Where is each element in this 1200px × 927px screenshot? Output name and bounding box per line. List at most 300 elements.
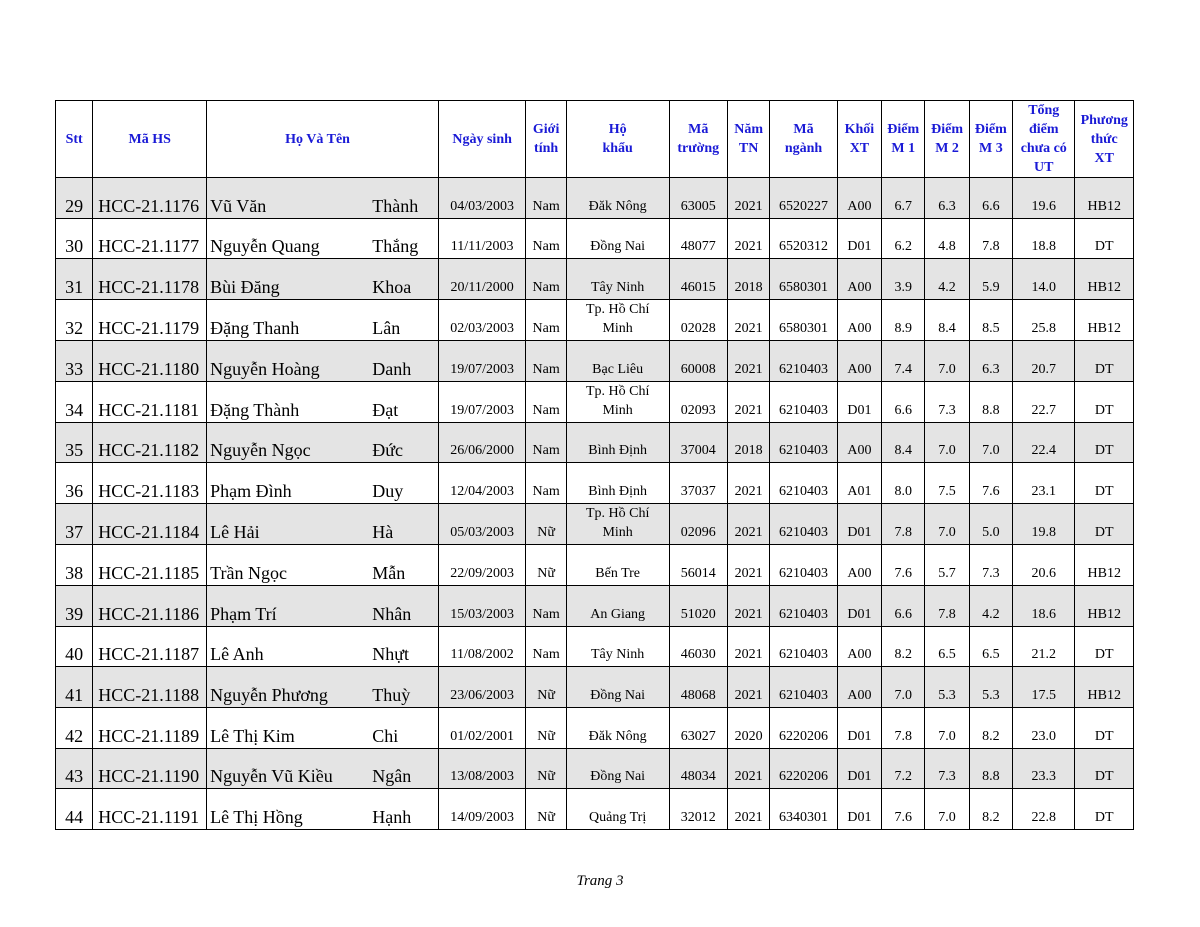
cell-ten: Thuỳ (372, 684, 411, 705)
cell-ho-khau-line1: Quảng Trị (589, 809, 647, 825)
cell-ho-ten (207, 300, 439, 341)
table-row (56, 789, 1134, 830)
cell-gioi-tinh: Nữ (526, 789, 566, 830)
cell-ma-truong: 51020 (669, 585, 727, 626)
cell-tong-diem: 21.2 (1013, 626, 1075, 667)
cell-ten: Ngân (372, 766, 412, 787)
cell-stt: 41 (56, 667, 93, 708)
student-table (55, 100, 1134, 830)
cell-diem-m1: 6.6 (882, 585, 925, 626)
cell-diem-m2: 6.5 (925, 626, 969, 667)
header-nam-tn: Năm TN (727, 101, 769, 178)
cell-diem-m3: 7.8 (969, 218, 1012, 259)
header-diem-m1: Điểm M 1 (882, 101, 925, 178)
cell-ho-khau-line1: Tp. Hồ Chí (585, 506, 650, 522)
cell-ma-truong: 48034 (669, 748, 727, 789)
cell-ho-khau (566, 504, 669, 545)
header-stt: Stt (56, 101, 93, 178)
cell-ho-khau (566, 259, 669, 300)
cell-diem-m1: 7.8 (882, 707, 925, 748)
cell-diem-m3: 8.2 (969, 789, 1012, 830)
cell-nam-tn: 2021 (727, 341, 769, 382)
cell-ho-khau-line1: Bến Tre (595, 565, 640, 581)
cell-nam-tn: 2021 (727, 463, 769, 504)
cell-gioi-tinh: Nữ (526, 707, 566, 748)
cell-diem-m2: 5.7 (925, 545, 969, 586)
cell-stt: 38 (56, 545, 93, 586)
cell-ho-ten (207, 789, 439, 830)
cell-ho: Đặng Thanh (210, 318, 300, 339)
cell-ho-khau-line1: Tp. Hồ Chí (585, 383, 650, 399)
header-row (56, 101, 1134, 178)
cell-khoi-xt: A00 (837, 178, 881, 219)
cell-ho-ten (207, 667, 439, 708)
cell-khoi-xt: A00 (837, 341, 881, 382)
cell-ho-khau-line1: Tây Ninh (591, 280, 645, 296)
cell-ho: Lê Thị Kim (210, 725, 295, 746)
cell-ho: Nguyễn Phương (210, 684, 328, 705)
cell-diem-m1: 7.2 (882, 748, 925, 789)
cell-stt: 31 (56, 259, 93, 300)
cell-ho-ten (207, 748, 439, 789)
cell-nam-tn: 2021 (727, 667, 769, 708)
cell-tong-diem: 18.8 (1013, 218, 1075, 259)
cell-phuong-thuc: DT (1075, 707, 1134, 748)
cell-ma-truong: 37037 (669, 463, 727, 504)
cell-nam-tn: 2021 (727, 789, 769, 830)
cell-ho-khau (566, 585, 669, 626)
cell-diem-m1: 7.6 (882, 545, 925, 586)
cell-diem-m3: 4.2 (969, 585, 1012, 626)
cell-ten: Chi (372, 725, 399, 746)
cell-tong-diem: 20.6 (1013, 545, 1075, 586)
cell-tong-diem: 23.3 (1013, 748, 1075, 789)
table-row (56, 381, 1134, 422)
cell-ma-hs: HCC-21.1176 (93, 178, 207, 219)
cell-stt: 32 (56, 300, 93, 341)
cell-ten: Danh (372, 358, 412, 379)
cell-diem-m3: 6.3 (969, 341, 1012, 382)
cell-ma-truong: 46015 (669, 259, 727, 300)
cell-nam-tn: 2021 (727, 585, 769, 626)
cell-khoi-xt: A00 (837, 545, 881, 586)
cell-gioi-tinh: Nam (526, 463, 566, 504)
cell-khoi-xt: D01 (837, 504, 881, 545)
cell-stt: 42 (56, 707, 93, 748)
cell-diem-m1: 8.2 (882, 626, 925, 667)
cell-diem-m3: 7.3 (969, 545, 1012, 586)
cell-diem-m1: 7.8 (882, 504, 925, 545)
cell-ho-khau-line1: Đồng Nai (590, 687, 646, 703)
cell-ho: Lê Hải (210, 522, 260, 543)
cell-ma-truong: 48077 (669, 218, 727, 259)
cell-ho-khau-line1: Đăk Nông (588, 728, 647, 744)
cell-ma-hs: HCC-21.1180 (93, 341, 207, 382)
cell-tong-diem: 25.8 (1013, 300, 1075, 341)
cell-ngay-sinh: 13/08/2003 (438, 748, 526, 789)
cell-ma-nganh: 6210403 (770, 545, 838, 586)
cell-ma-truong: 46030 (669, 626, 727, 667)
cell-diem-m2: 7.3 (925, 381, 969, 422)
cell-ho-ten (207, 463, 439, 504)
cell-ho-khau (566, 545, 669, 586)
cell-ngay-sinh: 26/06/2000 (438, 422, 526, 463)
header-diem-m3: Điểm M 3 (969, 101, 1012, 178)
cell-nam-tn: 2021 (727, 748, 769, 789)
cell-ho-ten (207, 341, 439, 382)
cell-ma-nganh: 6580301 (770, 259, 838, 300)
cell-tong-diem: 22.4 (1013, 422, 1075, 463)
cell-khoi-xt: D01 (837, 789, 881, 830)
cell-tong-diem: 19.6 (1013, 178, 1075, 219)
cell-gioi-tinh: Nam (526, 178, 566, 219)
cell-ho: Bùi Đăng (210, 277, 280, 298)
cell-ho-ten (207, 422, 439, 463)
cell-ma-nganh: 6210403 (770, 341, 838, 382)
cell-diem-m1: 7.0 (882, 667, 925, 708)
cell-ma-hs: HCC-21.1188 (93, 667, 207, 708)
cell-ho: Đặng Thành (210, 399, 300, 420)
cell-stt: 37 (56, 504, 93, 545)
cell-ho: Phạm Đình (210, 481, 292, 502)
cell-ma-hs: HCC-21.1184 (93, 504, 207, 545)
cell-ngay-sinh: 01/02/2001 (438, 707, 526, 748)
cell-ngay-sinh: 05/03/2003 (438, 504, 526, 545)
cell-khoi-xt: A00 (837, 626, 881, 667)
cell-ma-truong: 02028 (669, 300, 727, 341)
cell-ho-ten (207, 545, 439, 586)
cell-ma-hs: HCC-21.1179 (93, 300, 207, 341)
header-ma-truong: Mã trường (669, 101, 727, 178)
cell-nam-tn: 2021 (727, 218, 769, 259)
cell-diem-m3: 8.8 (969, 748, 1012, 789)
cell-ho: Nguyễn Hoàng (210, 358, 320, 379)
cell-khoi-xt: D01 (837, 585, 881, 626)
cell-khoi-xt: A01 (837, 463, 881, 504)
cell-nam-tn: 2021 (727, 300, 769, 341)
page-number: Trang 3 (576, 873, 624, 889)
cell-phuong-thuc: DT (1075, 422, 1134, 463)
cell-ma-nganh: 6210403 (770, 504, 838, 545)
table-row (56, 585, 1134, 626)
cell-phuong-thuc: DT (1075, 463, 1134, 504)
cell-ma-nganh: 6210403 (770, 463, 838, 504)
cell-phuong-thuc: DT (1075, 218, 1134, 259)
cell-ho-khau (566, 341, 669, 382)
cell-ma-truong: 63027 (669, 707, 727, 748)
header-tong-diem: Tổng điểm chưa có UT (1013, 101, 1075, 178)
cell-ho-khau-line2: Minh (602, 525, 633, 541)
cell-ma-nganh: 6210403 (770, 626, 838, 667)
cell-ngay-sinh: 23/06/2003 (438, 667, 526, 708)
cell-ho: Nguyễn Ngọc (210, 440, 311, 461)
cell-gioi-tinh: Nam (526, 585, 566, 626)
table-row (56, 422, 1134, 463)
cell-ho-khau (566, 667, 669, 708)
cell-ho-ten (207, 381, 439, 422)
cell-gioi-tinh: Nam (526, 218, 566, 259)
table-row (56, 259, 1134, 300)
cell-ho-ten (207, 178, 439, 219)
cell-khoi-xt: D01 (837, 218, 881, 259)
cell-ma-truong: 02096 (669, 504, 727, 545)
cell-gioi-tinh: Nam (526, 422, 566, 463)
cell-diem-m2: 7.8 (925, 585, 969, 626)
cell-ten: Lân (372, 318, 401, 339)
cell-ma-truong: 63005 (669, 178, 727, 219)
cell-ten: Thành (372, 195, 419, 216)
cell-ho-khau-line2: Minh (602, 402, 633, 418)
cell-gioi-tinh: Nữ (526, 504, 566, 545)
cell-diem-m3: 6.6 (969, 178, 1012, 219)
cell-ho-khau-line1: Bình Định (588, 484, 647, 500)
cell-stt: 43 (56, 748, 93, 789)
cell-ma-truong: 37004 (669, 422, 727, 463)
cell-ten: Đạt (372, 399, 399, 420)
cell-nam-tn: 2021 (727, 381, 769, 422)
cell-ho: Phạm Trí (210, 603, 277, 624)
cell-ho: Nguyễn Vũ Kiều (210, 766, 333, 787)
cell-ngay-sinh: 19/07/2003 (438, 341, 526, 382)
cell-tong-diem: 23.0 (1013, 707, 1075, 748)
cell-diem-m3: 8.5 (969, 300, 1012, 341)
cell-ten: Hạnh (372, 806, 412, 827)
cell-diem-m2: 7.0 (925, 707, 969, 748)
cell-ho-khau (566, 218, 669, 259)
cell-stt: 36 (56, 463, 93, 504)
cell-nam-tn: 2018 (727, 422, 769, 463)
cell-diem-m2: 4.8 (925, 218, 969, 259)
cell-diem-m3: 8.2 (969, 707, 1012, 748)
cell-phuong-thuc: DT (1075, 381, 1134, 422)
cell-nam-tn: 2021 (727, 626, 769, 667)
cell-ngay-sinh: 15/03/2003 (438, 585, 526, 626)
cell-ho-khau (566, 422, 669, 463)
cell-gioi-tinh: Nam (526, 341, 566, 382)
table-row (56, 626, 1134, 667)
cell-phuong-thuc: HB12 (1075, 585, 1134, 626)
cell-stt: 34 (56, 381, 93, 422)
cell-ma-hs: HCC-21.1187 (93, 626, 207, 667)
cell-gioi-tinh: Nam (526, 259, 566, 300)
cell-diem-m1: 6.6 (882, 381, 925, 422)
cell-ngay-sinh: 11/11/2003 (438, 218, 526, 259)
cell-tong-diem: 18.6 (1013, 585, 1075, 626)
cell-diem-m3: 7.0 (969, 422, 1012, 463)
cell-ma-nganh: 6580301 (770, 300, 838, 341)
cell-diem-m1: 8.0 (882, 463, 925, 504)
cell-ngay-sinh: 22/09/2003 (438, 545, 526, 586)
cell-phuong-thuc: HB12 (1075, 667, 1134, 708)
cell-stt: 44 (56, 789, 93, 830)
cell-ma-hs: HCC-21.1191 (93, 789, 207, 830)
cell-ho-ten (207, 626, 439, 667)
cell-diem-m1: 8.4 (882, 422, 925, 463)
cell-ma-truong: 60008 (669, 341, 727, 382)
table-row (56, 300, 1134, 341)
cell-tong-diem: 22.8 (1013, 789, 1075, 830)
cell-diem-m3: 7.6 (969, 463, 1012, 504)
cell-diem-m1: 8.9 (882, 300, 925, 341)
cell-ngay-sinh: 19/07/2003 (438, 381, 526, 422)
cell-gioi-tinh: Nam (526, 626, 566, 667)
cell-ma-nganh: 6520227 (770, 178, 838, 219)
cell-ma-nganh: 6220206 (770, 748, 838, 789)
cell-tong-diem: 22.7 (1013, 381, 1075, 422)
cell-tong-diem: 19.8 (1013, 504, 1075, 545)
cell-ten: Duy (372, 481, 404, 502)
cell-ma-nganh: 6340301 (770, 789, 838, 830)
header-phuong-thuc: Phương thức XT (1075, 101, 1134, 178)
cell-ma-hs: HCC-21.1190 (93, 748, 207, 789)
cell-ho-khau (566, 748, 669, 789)
header-ngay-sinh: Ngày sinh (438, 101, 526, 178)
cell-ho-khau (566, 381, 669, 422)
cell-tong-diem: 17.5 (1013, 667, 1075, 708)
cell-diem-m3: 5.0 (969, 504, 1012, 545)
cell-khoi-xt: D01 (837, 381, 881, 422)
cell-diem-m1: 3.9 (882, 259, 925, 300)
cell-diem-m2: 7.0 (925, 422, 969, 463)
cell-stt: 30 (56, 218, 93, 259)
cell-ma-hs: HCC-21.1182 (93, 422, 207, 463)
cell-nam-tn: 2021 (727, 504, 769, 545)
cell-ho-khau-line1: Tp. Hồ Chí (585, 302, 650, 318)
cell-diem-m2: 7.0 (925, 341, 969, 382)
cell-ngay-sinh: 02/03/2003 (438, 300, 526, 341)
header-ho-khau: Hộ khẩu (566, 101, 669, 178)
cell-ngay-sinh: 11/08/2002 (438, 626, 526, 667)
cell-tong-diem: 23.1 (1013, 463, 1075, 504)
cell-diem-m2: 4.2 (925, 259, 969, 300)
cell-ten: Nhân (372, 603, 412, 624)
cell-phuong-thuc: DT (1075, 789, 1134, 830)
cell-ho: Lê Anh (210, 644, 264, 665)
cell-ma-hs: HCC-21.1183 (93, 463, 207, 504)
cell-ma-nganh: 6520312 (770, 218, 838, 259)
table-row (56, 545, 1134, 586)
cell-ma-hs: HCC-21.1177 (93, 218, 207, 259)
cell-ngay-sinh: 14/09/2003 (438, 789, 526, 830)
cell-ngay-sinh: 12/04/2003 (438, 463, 526, 504)
cell-ho-khau-line1: Đồng Nai (590, 239, 646, 255)
cell-nam-tn: 2021 (727, 545, 769, 586)
cell-diem-m1: 6.2 (882, 218, 925, 259)
cell-ho-ten (207, 585, 439, 626)
cell-stt: 40 (56, 626, 93, 667)
cell-ma-hs: HCC-21.1186 (93, 585, 207, 626)
cell-diem-m2: 7.5 (925, 463, 969, 504)
cell-ten: Khoa (372, 277, 412, 298)
cell-ma-hs: HCC-21.1185 (93, 545, 207, 586)
cell-ho-ten (207, 504, 439, 545)
cell-diem-m2: 8.4 (925, 300, 969, 341)
cell-ho-khau (566, 178, 669, 219)
cell-ho-khau (566, 463, 669, 504)
cell-ho-ten (207, 218, 439, 259)
cell-stt: 29 (56, 178, 93, 219)
cell-ho-khau-line1: Đăk Nông (588, 198, 647, 214)
cell-diem-m3: 5.9 (969, 259, 1012, 300)
cell-diem-m3: 6.5 (969, 626, 1012, 667)
cell-gioi-tinh: Nam (526, 300, 566, 341)
table-row (56, 667, 1134, 708)
cell-ho-khau (566, 626, 669, 667)
cell-phuong-thuc: HB12 (1075, 545, 1134, 586)
cell-ho-khau (566, 300, 669, 341)
header-ho-ten: Họ Và Tên (207, 101, 439, 178)
cell-diem-m1: 7.6 (882, 789, 925, 830)
cell-diem-m1: 6.7 (882, 178, 925, 219)
cell-khoi-xt: A00 (837, 300, 881, 341)
cell-diem-m3: 8.8 (969, 381, 1012, 422)
cell-ten: Nhựt (372, 644, 409, 665)
cell-stt: 35 (56, 422, 93, 463)
cell-ten: Thắng (372, 236, 419, 257)
cell-diem-m2: 6.3 (925, 178, 969, 219)
cell-khoi-xt: A00 (837, 422, 881, 463)
cell-ma-truong: 56014 (669, 545, 727, 586)
cell-ho-khau-line1: Đồng Nai (590, 769, 646, 785)
cell-ma-nganh: 6220206 (770, 707, 838, 748)
cell-ma-hs: HCC-21.1181 (93, 381, 207, 422)
cell-nam-tn: 2018 (727, 259, 769, 300)
cell-phuong-thuc: DT (1075, 626, 1134, 667)
cell-tong-diem: 20.7 (1013, 341, 1075, 382)
cell-gioi-tinh: Nữ (526, 748, 566, 789)
cell-nam-tn: 2020 (727, 707, 769, 748)
cell-ho: Lê Thị Hồng (210, 806, 303, 827)
cell-tong-diem: 14.0 (1013, 259, 1075, 300)
cell-ho-khau-line1: Bình Định (588, 443, 647, 459)
cell-phuong-thuc: DT (1075, 504, 1134, 545)
cell-ma-nganh: 6210403 (770, 667, 838, 708)
cell-nam-tn: 2021 (727, 178, 769, 219)
cell-ho-khau-line1: An Giang (590, 606, 646, 622)
cell-ho: Trần Ngọc (210, 562, 287, 583)
cell-ho: Vũ Văn (210, 195, 267, 216)
cell-phuong-thuc: DT (1075, 341, 1134, 382)
cell-gioi-tinh: Nữ (526, 667, 566, 708)
cell-ho-ten (207, 259, 439, 300)
cell-diem-m2: 5.3 (925, 667, 969, 708)
cell-ten: Mẫn (372, 562, 406, 583)
cell-phuong-thuc: HB12 (1075, 300, 1134, 341)
table-row (56, 341, 1134, 382)
cell-ma-nganh: 6210403 (770, 422, 838, 463)
cell-ma-hs: HCC-21.1189 (93, 707, 207, 748)
cell-gioi-tinh: Nữ (526, 545, 566, 586)
table-row (56, 218, 1134, 259)
table-row (56, 707, 1134, 748)
cell-diem-m3: 5.3 (969, 667, 1012, 708)
cell-ho-khau-line1: Tây Ninh (591, 647, 645, 663)
cell-diem-m1: 7.4 (882, 341, 925, 382)
header-ma-nganh: Mã ngành (770, 101, 838, 178)
cell-ten: Đức (372, 440, 403, 461)
cell-ma-nganh: 6210403 (770, 381, 838, 422)
cell-ma-nganh: 6210403 (770, 585, 838, 626)
cell-phuong-thuc: HB12 (1075, 259, 1134, 300)
cell-phuong-thuc: HB12 (1075, 178, 1134, 219)
cell-ho-khau-line1: Bạc Liêu (592, 361, 644, 377)
header-ma-hs: Mã HS (93, 101, 207, 178)
cell-ngay-sinh: 04/03/2003 (438, 178, 526, 219)
cell-khoi-xt: A00 (837, 667, 881, 708)
cell-ho-ten (207, 707, 439, 748)
header-gioi-tinh: Giới tính (526, 101, 566, 178)
cell-ten: Hà (372, 522, 394, 543)
